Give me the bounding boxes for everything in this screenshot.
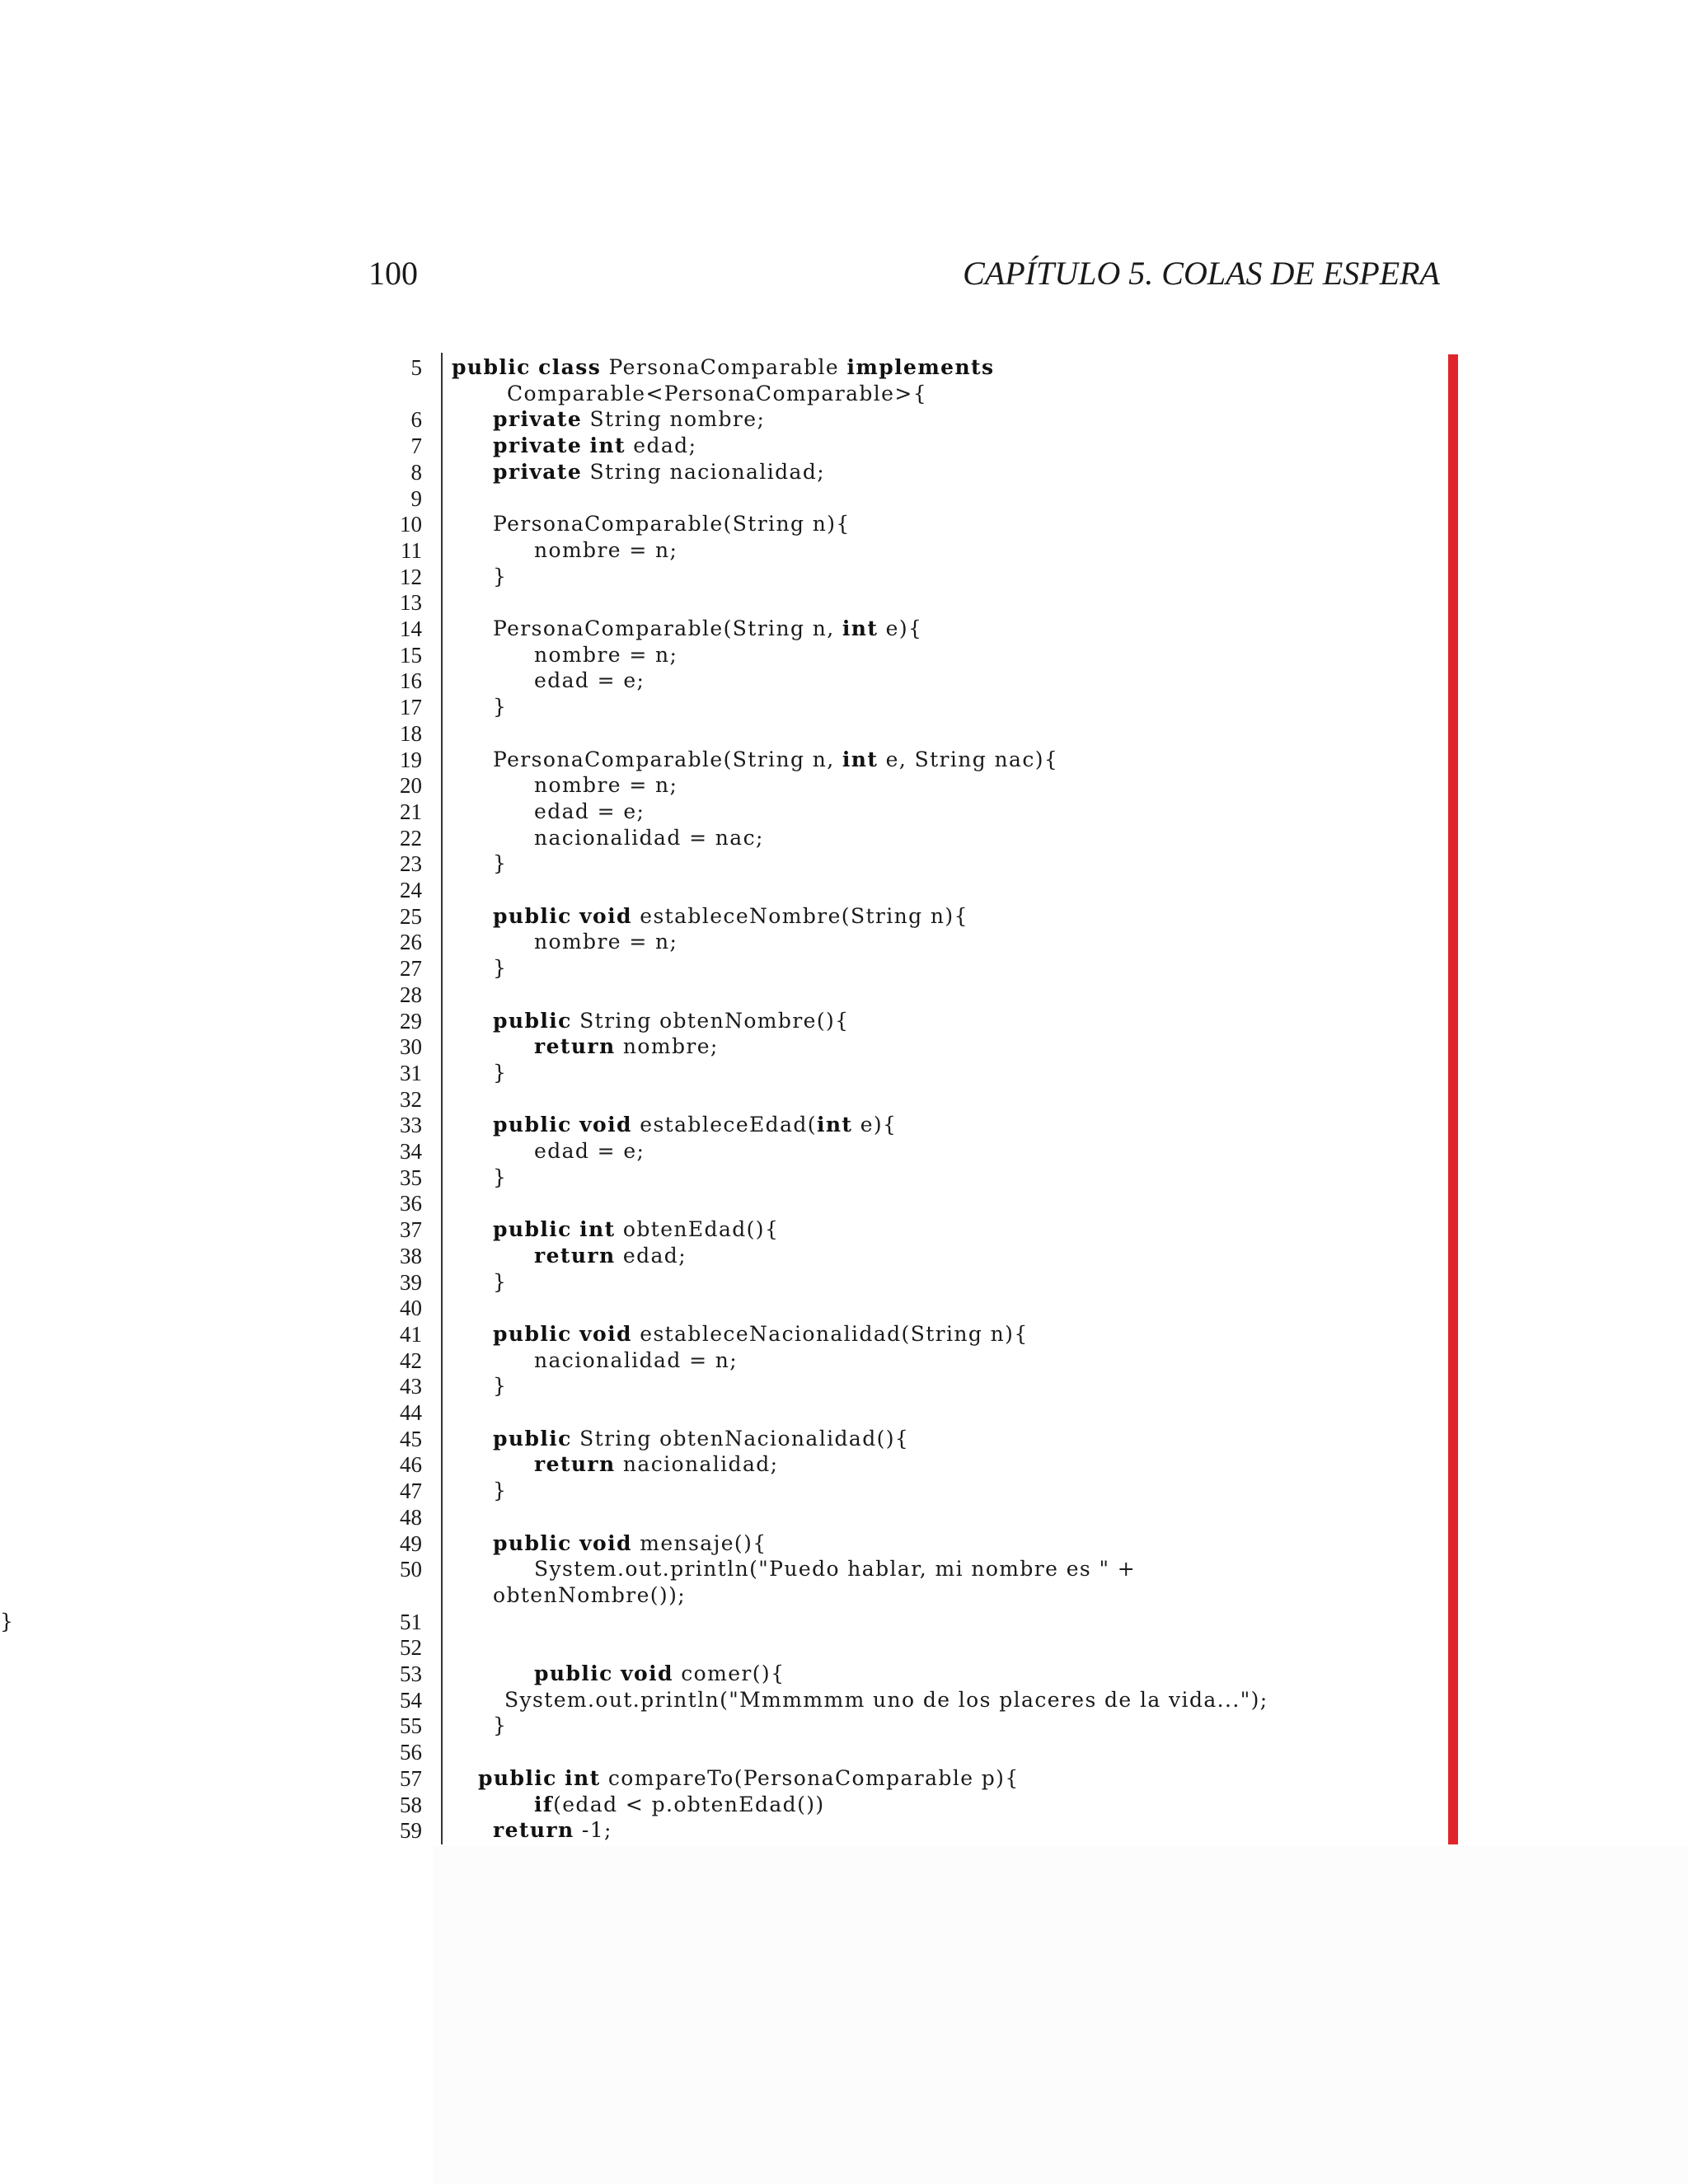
- code-text: String nombre;: [582, 407, 766, 431]
- line-number: 55: [400, 1713, 422, 1738]
- code-line: [534, 537, 678, 564]
- code-text: PersonaComparable(String n,: [493, 616, 842, 640]
- code-text: nombre = n;: [534, 930, 678, 954]
- code-text: PersonaComparable(String n){: [493, 512, 851, 536]
- line-number: 51: [400, 1610, 422, 1634]
- code-keyword: public: [452, 355, 531, 379]
- code-text: }: [493, 1165, 508, 1189]
- line-number: 44: [400, 1400, 422, 1425]
- code-text: obtenEdad(){: [615, 1217, 780, 1241]
- code-text: [572, 1531, 579, 1555]
- code-text: String nacionalidad;: [582, 460, 826, 484]
- line-number: 9: [410, 486, 422, 511]
- code-text: nombre = n;: [534, 773, 678, 797]
- code-text: [572, 1217, 579, 1241]
- line-number: 40: [400, 1296, 422, 1320]
- line-number: 46: [400, 1452, 422, 1477]
- line-number: 49: [400, 1531, 422, 1556]
- line-number: 22: [400, 826, 422, 851]
- code-line: [534, 1347, 738, 1374]
- line-number: 52: [400, 1635, 422, 1660]
- code-text: [613, 1661, 621, 1685]
- code-line: [493, 1321, 1029, 1347]
- code-line: [493, 1478, 507, 1504]
- code-line: [493, 1269, 507, 1296]
- code-line: [493, 406, 765, 433]
- code-keyword: public: [493, 1217, 572, 1241]
- code-keyword: int: [589, 434, 626, 457]
- line-number: 54: [400, 1688, 422, 1713]
- line-number: 21: [400, 799, 422, 824]
- code-line: [493, 1426, 909, 1452]
- code-keyword: public: [493, 1322, 572, 1346]
- code-line: [493, 1373, 507, 1399]
- code-line: [534, 772, 678, 799]
- line-number: 28: [400, 982, 422, 1007]
- line-number: 47: [400, 1479, 422, 1503]
- line-number: 11: [401, 538, 422, 563]
- code-text: nacionalidad;: [615, 1452, 779, 1476]
- code-line: [493, 1216, 779, 1243]
- line-number: 6: [410, 407, 422, 432]
- line-number: 24: [400, 878, 422, 902]
- line-number: 12: [400, 565, 422, 589]
- code-line: [534, 1661, 785, 1687]
- code-line: [493, 1817, 612, 1844]
- code-text: estableceNacionalidad(String n){: [631, 1322, 1029, 1346]
- line-number: 26: [400, 930, 422, 954]
- code-line: [493, 1530, 767, 1557]
- line-number: 50: [400, 1557, 422, 1582]
- code-line: [534, 799, 645, 825]
- code-line: [493, 903, 968, 930]
- code-line: [534, 929, 678, 955]
- code-text: estableceEdad(: [631, 1113, 817, 1137]
- line-number: 19: [400, 748, 422, 772]
- line-number: 7: [410, 434, 422, 458]
- line-number: 27: [400, 956, 422, 981]
- code-keyword: int: [565, 1766, 601, 1790]
- code-text: e){: [878, 616, 923, 640]
- code-keyword: return: [493, 1818, 574, 1842]
- line-number: 33: [400, 1113, 422, 1137]
- code-keyword: public: [478, 1766, 557, 1790]
- code-keyword: public: [493, 904, 572, 928]
- code-text: PersonaComparable(String n,: [493, 748, 842, 771]
- code-text: String obtenNacionalidad(){: [571, 1427, 910, 1451]
- code-text: edad = e;: [534, 668, 645, 692]
- chapter-title: CAPÍTULO 5. COLAS DE ESPERA: [963, 255, 1440, 292]
- code-text: Comparable<PersonaComparable>{: [507, 382, 928, 405]
- code-keyword: public: [534, 1661, 613, 1685]
- code-text: nacionalidad = nac;: [534, 826, 764, 850]
- code-keyword: private: [493, 407, 583, 431]
- code-line: [493, 511, 851, 537]
- code-line: [493, 459, 825, 485]
- code-keyword: public: [493, 1427, 572, 1451]
- code-line: [493, 1112, 897, 1138]
- code-keyword: return: [534, 1452, 616, 1476]
- code-keyword: void: [621, 1661, 673, 1685]
- code-text: }: [493, 1713, 508, 1737]
- code-line: [493, 1582, 686, 1609]
- code-text: System.out.println("Mmmmmm uno de los placeres de la vida...");: [504, 1688, 1268, 1712]
- code-keyword: if: [534, 1793, 554, 1816]
- code-keyword: void: [579, 1322, 632, 1346]
- code-keyword: void: [579, 904, 632, 928]
- code-text: nacionalidad = n;: [534, 1348, 738, 1372]
- code-keyword: void: [579, 1531, 632, 1555]
- line-number: 48: [400, 1505, 422, 1530]
- code-line: [534, 1138, 645, 1165]
- code-text: edad = e;: [534, 799, 645, 823]
- line-number: 14: [400, 616, 422, 641]
- code-text: PersonaComparable: [601, 355, 847, 379]
- line-number: 56: [400, 1740, 422, 1765]
- line-number: 38: [400, 1244, 422, 1268]
- code-keyword: return: [534, 1034, 616, 1058]
- margin-change-bar: [1448, 354, 1458, 1844]
- line-number: 16: [400, 668, 422, 693]
- code-line: [493, 1713, 507, 1739]
- code-keyword: implements: [846, 355, 995, 379]
- line-number: 29: [400, 1009, 422, 1033]
- code-text: System.out.println("Puedo hablar, mi nombre es " +: [534, 1557, 1137, 1581]
- code-line: [534, 1451, 779, 1478]
- code-text: -1;: [574, 1818, 612, 1842]
- code-line: [452, 354, 994, 381]
- code-keyword: int: [842, 616, 879, 640]
- line-number: 10: [400, 512, 422, 537]
- code-text: [572, 1113, 579, 1137]
- line-number-rule: [441, 353, 443, 1844]
- code-text: [557, 1766, 565, 1790]
- code-text: nombre = n;: [534, 643, 678, 667]
- code-line: [493, 433, 696, 459]
- code-text: }: [493, 1374, 508, 1398]
- code-keyword: public: [493, 1531, 572, 1555]
- line-number: 17: [400, 695, 422, 719]
- code-text: estableceNombre(String n){: [631, 904, 968, 928]
- code-text: }: [0, 1610, 15, 1633]
- line-number: 5: [410, 355, 422, 380]
- line-number: 8: [410, 460, 422, 485]
- line-number: 37: [400, 1217, 422, 1242]
- code-keyword: void: [579, 1113, 632, 1137]
- line-number: 13: [400, 590, 422, 615]
- line-number: 39: [400, 1270, 422, 1295]
- code-text: e, String nac){: [878, 748, 1059, 771]
- line-number: 57: [400, 1766, 422, 1791]
- code-line: [534, 642, 678, 668]
- code-line: [493, 1165, 507, 1191]
- code-keyword: int: [579, 1217, 616, 1241]
- line-number: 59: [400, 1818, 422, 1843]
- code-line: [504, 1687, 1268, 1713]
- line-number: 43: [400, 1374, 422, 1399]
- code-line: [534, 1556, 1136, 1582]
- code-line: [507, 381, 927, 407]
- page-number: 100: [368, 255, 418, 292]
- code-keyword: public: [493, 1113, 572, 1137]
- code-text: }: [493, 956, 508, 980]
- line-number: 58: [400, 1793, 422, 1817]
- code-text: }: [493, 1479, 508, 1502]
- code-line: [493, 616, 922, 642]
- code-line: [0, 1609, 14, 1635]
- code-text: nombre = n;: [534, 538, 678, 562]
- code-keyword: public: [493, 1009, 572, 1033]
- code-line: [493, 1008, 849, 1034]
- code-line: [534, 1792, 825, 1818]
- code-line: [493, 851, 507, 877]
- code-keyword: int: [842, 748, 879, 771]
- line-number: 25: [400, 904, 422, 929]
- code-keyword: return: [534, 1244, 616, 1268]
- code-keyword: private: [493, 434, 583, 457]
- page-bottom-shade: [433, 1846, 1688, 2184]
- code-text: }: [493, 1270, 508, 1294]
- code-line: [534, 1033, 719, 1060]
- code-line: [493, 564, 507, 590]
- line-number: 35: [400, 1165, 422, 1190]
- code-line: [534, 1243, 687, 1269]
- line-number: 31: [400, 1061, 422, 1085]
- code-line: [478, 1765, 1020, 1792]
- line-number: 15: [400, 643, 422, 668]
- code-keyword: int: [816, 1113, 853, 1137]
- code-text: nombre;: [615, 1034, 719, 1058]
- line-number: 53: [400, 1661, 422, 1686]
- code-text: e){: [852, 1113, 898, 1137]
- code-line: [534, 668, 645, 694]
- code-text: edad;: [625, 434, 697, 457]
- code-text: obtenNombre());: [493, 1583, 687, 1607]
- line-number: 18: [400, 721, 422, 746]
- code-text: (edad < p.obtenEdad()): [553, 1793, 825, 1816]
- code-text: }: [493, 851, 508, 875]
- line-number: 20: [400, 773, 422, 798]
- code-text: [582, 434, 589, 457]
- code-line: [493, 747, 1058, 773]
- code-text: compareTo(PersonaComparable p){: [600, 1766, 1020, 1790]
- line-number: 34: [400, 1139, 422, 1164]
- code-text: mensaje(){: [631, 1531, 767, 1555]
- code-line: [534, 825, 764, 851]
- line-number: 36: [400, 1191, 422, 1216]
- code-text: }: [493, 565, 508, 588]
- code-text: [572, 904, 579, 928]
- code-text: }: [493, 695, 508, 719]
- code-text: [572, 1322, 579, 1346]
- code-text: [531, 355, 538, 379]
- code-text: edad = e;: [534, 1139, 645, 1163]
- code-text: }: [493, 1061, 508, 1085]
- code-text: edad;: [615, 1244, 687, 1268]
- line-number: 23: [400, 851, 422, 876]
- code-line: [493, 1060, 507, 1086]
- line-number: 30: [400, 1034, 422, 1059]
- code-keyword: class: [538, 355, 602, 379]
- code-line: [493, 694, 507, 720]
- line-number: 41: [400, 1322, 422, 1347]
- code-line: [493, 955, 507, 982]
- line-number: 32: [400, 1087, 422, 1112]
- code-text: String obtenNombre(){: [571, 1009, 850, 1033]
- line-number: 45: [400, 1427, 422, 1451]
- code-text: comer(){: [673, 1661, 785, 1685]
- code-keyword: private: [493, 460, 583, 484]
- line-number: 42: [400, 1348, 422, 1373]
